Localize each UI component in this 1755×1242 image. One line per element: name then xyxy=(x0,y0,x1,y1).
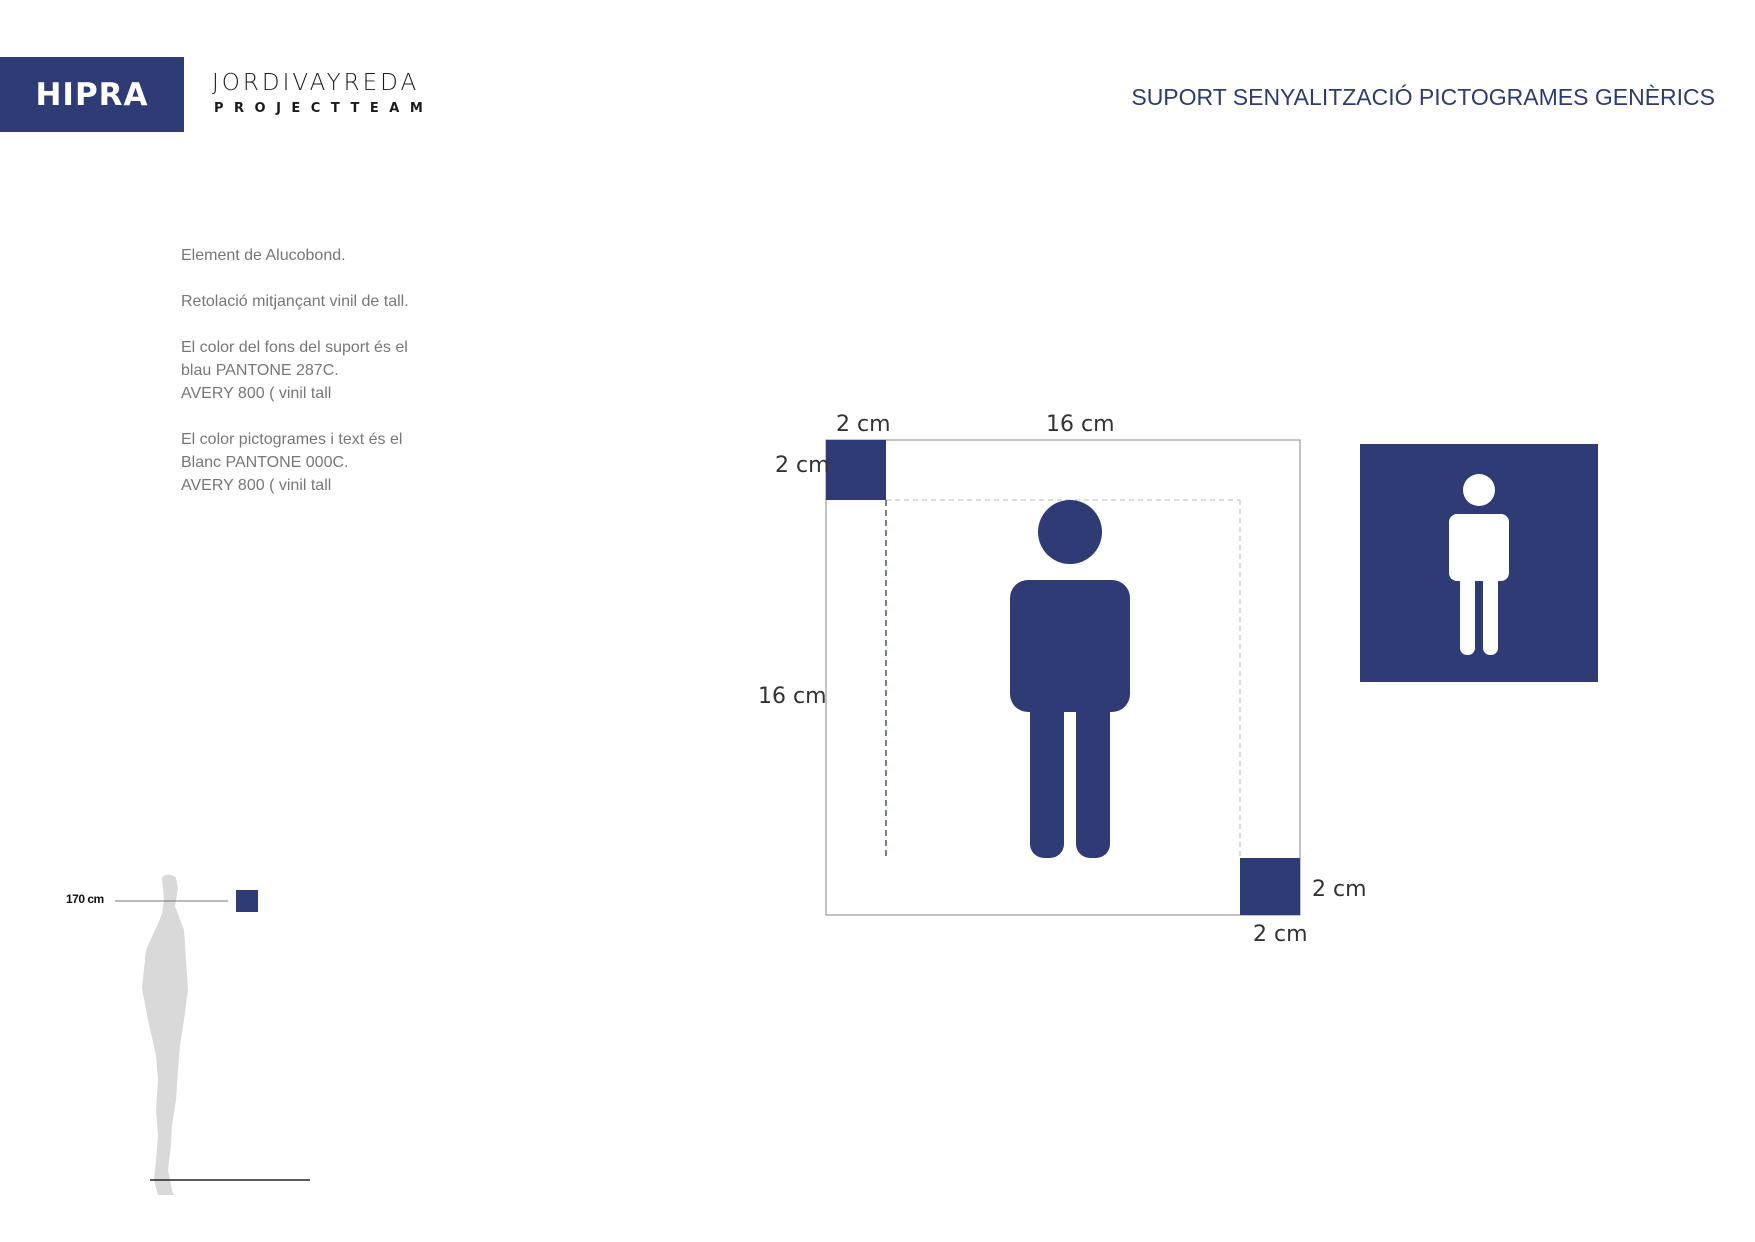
note-material: Element de Alucobond. xyxy=(181,247,346,264)
dimension-drawing xyxy=(820,430,1320,930)
page-title: SUPORT SENYALITZACIÓ PICTOGRAMES GENÈRICS xyxy=(1131,84,1715,110)
sign-position-marker xyxy=(236,890,258,912)
logo-text: HIPRA xyxy=(35,76,149,113)
dim-left-margin: 2 cm xyxy=(775,453,830,478)
sign-preview xyxy=(1360,444,1598,682)
top-left-margin-square xyxy=(826,440,886,500)
dim-right-margin: 2 cm xyxy=(1312,877,1367,902)
height-label: 170 cm xyxy=(66,892,104,906)
note-lettering: Retolació mitjançant vinil de tall. xyxy=(181,293,409,310)
human-silhouette-icon xyxy=(142,875,188,1195)
note-pictogram-color: El color pictogrames i text és el Blanc PANTONE 000C. AVERY 800 ( vinil tall xyxy=(181,431,403,494)
bottom-right-margin-square xyxy=(1240,858,1300,915)
dim-left-inner: 16 cm xyxy=(758,684,827,709)
spec-notes xyxy=(181,244,481,520)
brand-line-1: JORDIVAYREDA xyxy=(212,70,420,96)
brand-line-2: PROJECTTEAM xyxy=(214,101,434,116)
hipra-logo xyxy=(0,57,184,132)
height-guide xyxy=(60,870,320,1200)
note-background-color: El color del fons del suport és el blau PANTONE 287C. AVERY 800 ( vinil tall xyxy=(181,339,408,402)
man-toilet-icon xyxy=(1010,500,1130,858)
dim-bottom-margin: 2 cm xyxy=(1253,922,1308,947)
dim-top-margin: 2 cm xyxy=(836,412,891,437)
dim-top-inner: 16 cm xyxy=(1046,412,1115,437)
